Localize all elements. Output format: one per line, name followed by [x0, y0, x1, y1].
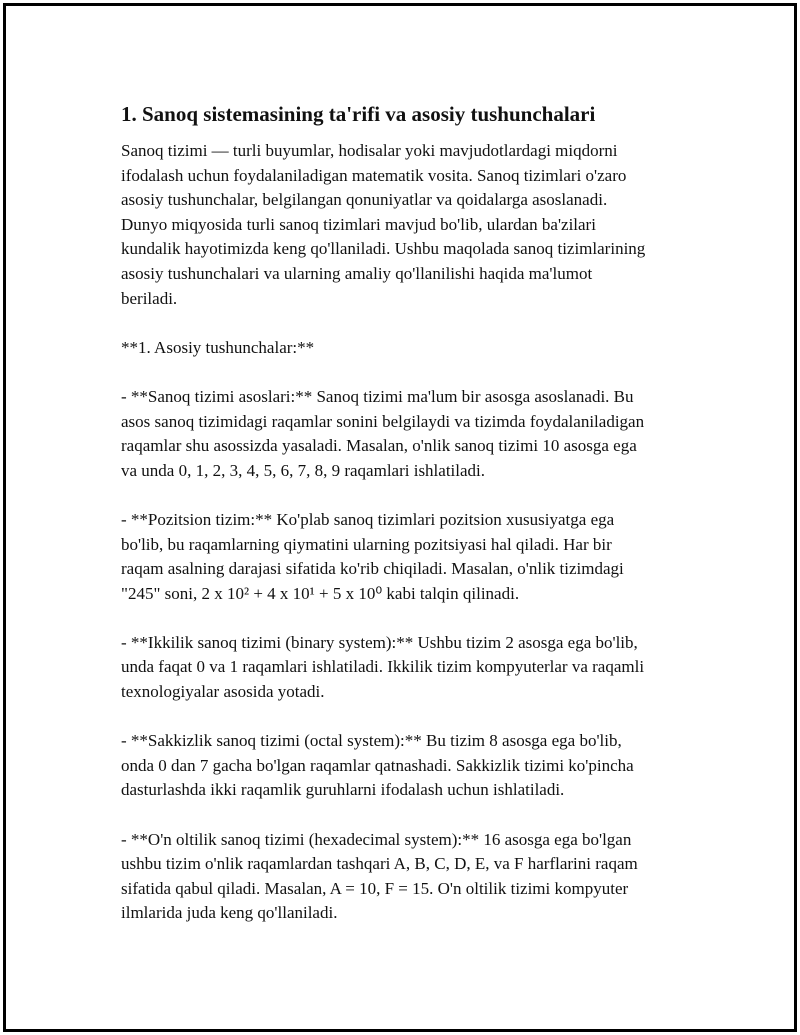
paragraph-line: - **Sakkizlik sanoq tizimi (octal system):** Bu tizim 8 asosga ega bo'lib, — [121, 731, 622, 751]
paragraph-line: onda 0 dan 7 gacha bo'lgan raqamlar qatnashadi. Sakkizlik tizimi ko'pincha — [121, 755, 634, 775]
paragraph-line: "245" soni, 2 x 10² + 4 x 10¹ + 5 x 10⁰ kabi talqin qilinadi. — [121, 583, 520, 603]
paragraph — [121, 139, 706, 311]
paragraph-line: va unda 0, 1, 2, 3, 4, 5, 6, 7, 8, 9 raqamlari ishlatiladi. — [121, 460, 486, 480]
paragraph-line: - **Pozitsion tizim:** Ko'plab sanoq tizimlari pozitsion xususiyatga ega — [121, 509, 615, 529]
paragraph-line: dasturlashda ikki raqamlik guruhlarni ifodalash uchun ishlatiladi. — [121, 780, 565, 800]
document-page — [3, 3, 797, 1032]
paragraph — [121, 508, 706, 606]
paragraph-line: - **O'n oltilik sanoq tizimi (hexadecimal system):** 16 asosga ega bo'lgan — [121, 829, 632, 849]
paragraph-line: raqamlar shu asossizda yasaladi. Masalan, o'nlik sanoq tizimi 10 asosga ega — [121, 436, 637, 456]
paragraph-line: unda faqat 0 va 1 raqamlari ishlatiladi. Ikkilik tizim kompyuterlar va raqamli — [121, 657, 645, 677]
paragraph-line: ushbu tizim o'nlik raqamlardan tashqari A, B, C, D, E, va F harflarini raqam — [121, 854, 638, 874]
paragraph-line: Sanoq tizimi — turli buyumlar, hodisalar yoki mavjudotlardagi miqdorni — [121, 141, 618, 160]
paragraph-line: asosiy tushunchalar, belgilangan qonuniyatlar va qoidalarga asoslanadi. — [121, 190, 608, 210]
paragraph-line: kundalik hayotimizda keng qo'llaniladi. Ushbu maqolada sanoq tizimlarining — [121, 239, 646, 259]
paragraph — [121, 631, 706, 705]
document-body — [121, 139, 706, 926]
paragraph-line: asosiy tushunchalari va ularning amaliy qo'llanilishi haqida ma'lumot — [121, 263, 593, 283]
paragraph — [121, 828, 706, 926]
paragraph-line: texnologiyalar asosida yotadi. — [121, 682, 325, 702]
paragraph — [121, 336, 706, 361]
paragraph-line: beriladi. — [121, 288, 178, 308]
paragraph-line: **1. Asosiy tushunchalar:** — [121, 337, 315, 357]
paragraph-line: ilmlarida juda keng qo'llaniladi. — [121, 903, 338, 923]
paragraph-line: asos sanoq tizimidagi raqamlar sonini belgilaydi va tizimda foydalaniladigan — [121, 411, 645, 431]
paragraph-line: ifodalash uchun foydalaniladigan matematik vosita. Sanoq tizimlari o'zaro — [121, 165, 627, 185]
paragraph-line: Dunyo miqyosida turli sanoq tizimlari mavjud bo'lib, ulardan ba'zilari — [121, 214, 596, 234]
paragraph — [121, 385, 706, 483]
document-content — [121, 101, 706, 951]
paragraph-line: - **Sanoq tizimi asoslari:** Sanoq tizimi ma'lum bir asosga asoslanadi. Bu — [121, 386, 634, 406]
paragraph-line: raqam asalning darajasi sifatida ko'rib chiqiladi. Masalan, o'nlik tizimdagi — [121, 559, 624, 579]
paragraph-line: sifatida qabul qiladi. Masalan, A = 10, F = 15. O'n oltilik tizimi kompyuter — [121, 878, 629, 898]
paragraph-line: bo'lib, bu raqamlarning qiymatini ularning pozitsiyasi hal qiladi. Har bir — [121, 534, 612, 554]
document-title: 1. Sanoq sistemasining ta'rifi va asosiy tushunchalari — [121, 102, 596, 126]
paragraph — [121, 729, 706, 803]
paragraph-line: - **Ikkilik sanoq tizimi (binary system):** Ushbu tizim 2 asosga ega bo'lib, — [121, 632, 638, 652]
